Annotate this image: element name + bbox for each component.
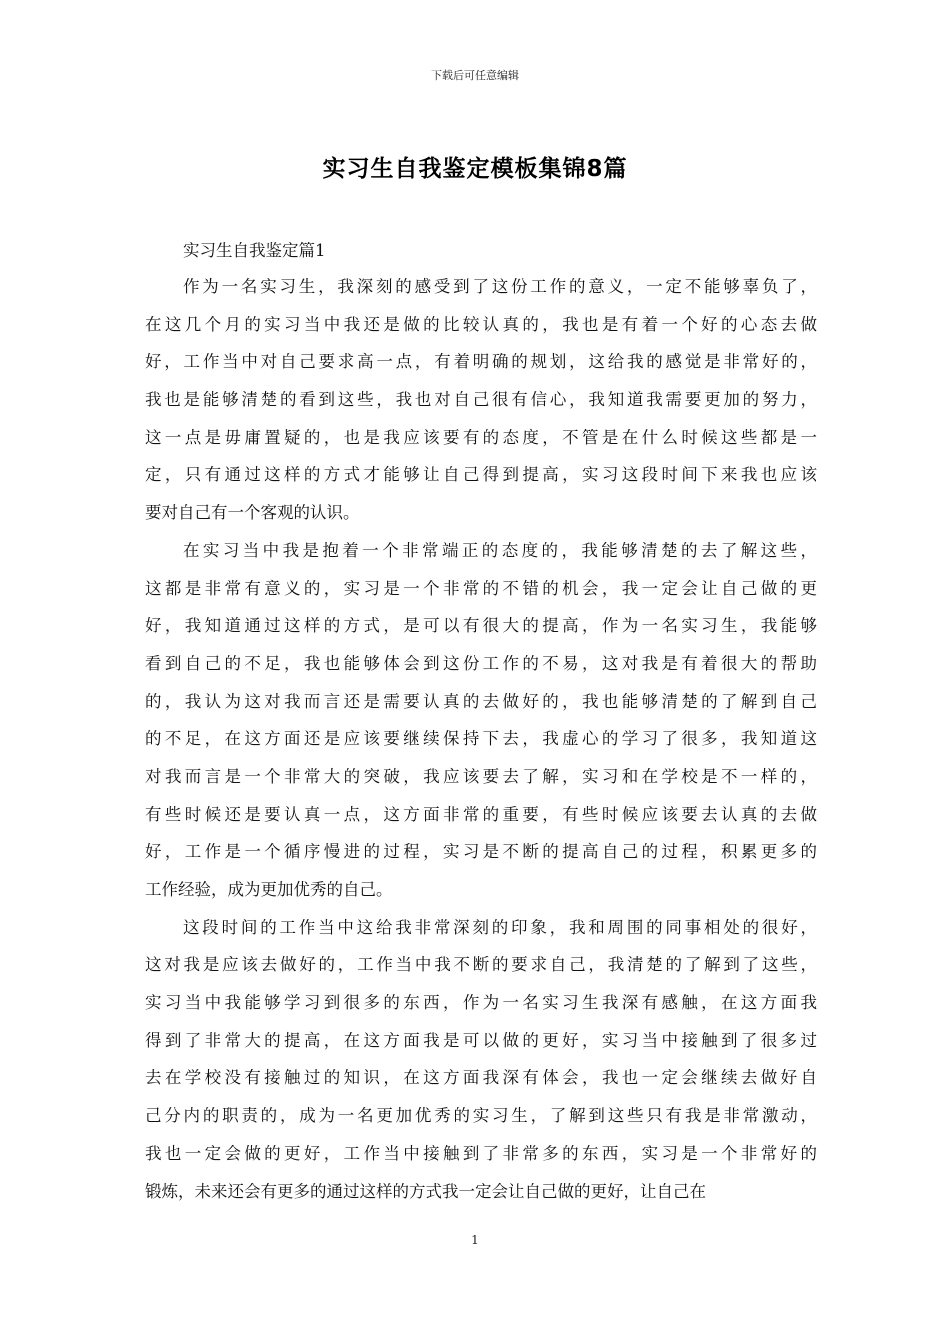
paragraph-line: 看到自己的不足，我也能够体会到这份工作的不易，这对我是有着很大的帮助 — [145, 653, 817, 673]
page-number: 1 — [471, 1233, 479, 1247]
paragraph-line: 有些时候还是要认真一点，这方面非常的重要，有些时候应该要去认真的去做 — [145, 804, 817, 824]
document-title: 实习生自我鉴定模板集锦8篇 — [322, 156, 628, 182]
paragraph-line: 这一点是毋庸置疑的，也是我应该要有的态度，不管是在什么时候这些都是一 — [145, 427, 817, 447]
paragraph-line: 实习当中我能够学习到很多的东西，作为一名实习生我深有感触，在这方面我 — [145, 993, 817, 1013]
paragraph-line: 定，只有通过这样的方式才能够让自己得到提高，实习这段时间下来我也应该 — [145, 465, 817, 485]
paragraph — [145, 532, 817, 909]
paragraph-line: 作为一名实习生，我深刻的感受到了这份工作的意义，一定不能够辜负了， — [183, 277, 817, 296]
paragraph — [145, 268, 817, 532]
paragraph-line: 这对我是应该去做好的，工作当中我不断的要求自己，我清楚的了解到了这些， — [145, 955, 817, 975]
paragraph-line: 我也是能够清楚的看到这些，我也对自己很有信心，我知道我需要更加的努力， — [145, 390, 817, 410]
paragraph-line: 这段时间的工作当中这给我非常深刻的印象，我和周围的同事相处的很好， — [183, 917, 817, 937]
paragraph-line: 得到了非常大的提高，在这方面我是可以做的更好，实习当中接触到了很多过 — [145, 1030, 817, 1050]
paragraph-line: 好，工作是一个循序慢进的过程，实习是不断的提高自己的过程，积累更多的 — [145, 842, 817, 862]
paragraph-line: 我也一定会做的更好，工作当中接触到了非常多的东西，实习是一个非常好的 — [145, 1143, 817, 1163]
paragraph-line: 的不足，在这方面还是应该要继续保持下去，我虚心的学习了很多，我知道这 — [145, 729, 817, 749]
paragraph-line: 要对自己有一个客观的认识。 — [145, 503, 360, 523]
paragraph-line: 在实习当中我是抱着一个非常端正的态度的，我能够清楚的去了解这些， — [183, 540, 817, 560]
paragraph — [145, 909, 817, 1211]
paragraph-line: 去在学校没有接触过的知识，在这方面我深有体会，我也一定会继续去做好自 — [145, 1068, 817, 1088]
paragraph-line: 的，我认为这对我而言还是需要认真的去做好的，我也能够清楚的了解到自己 — [145, 691, 817, 711]
paragraph-line: 己分内的职责的，成为一名更加优秀的实习生，了解到这些只有我是非常激动， — [145, 1106, 817, 1126]
header-note: 下载后可任意编辑 — [431, 69, 519, 82]
paragraph-line: 对我而言是一个非常大的突破，我应该要去了解，实习和在学校是不一样的， — [145, 766, 817, 786]
paragraph-line: 工作经验，成为更加优秀的自己。 — [145, 880, 393, 899]
paragraph-line: 锻炼，未来还会有更多的通过这样的方式我一定会让自己做的更好，让自己在 — [145, 1181, 706, 1201]
paragraph-line: 好，工作当中对自己要求高一点，有着明确的规划，这给我的感觉是非常好的， — [145, 352, 817, 372]
document-body — [145, 234, 817, 1210]
paragraph-list — [145, 268, 817, 1210]
paragraph-line: 这都是非常有意义的，实习是一个非常的不错的机会，我一定会让自己做的更 — [145, 578, 817, 598]
paragraph-line: 好，我知道通过这样的方式，是可以有很大的提高，作为一名实习生，我能够 — [145, 616, 817, 636]
paragraph-line: 在这几个月的实习当中我还是做的比较认真的，我也是有着一个好的心态去做 — [145, 314, 817, 334]
section-heading: 实习生自我鉴定篇1 — [183, 241, 326, 260]
